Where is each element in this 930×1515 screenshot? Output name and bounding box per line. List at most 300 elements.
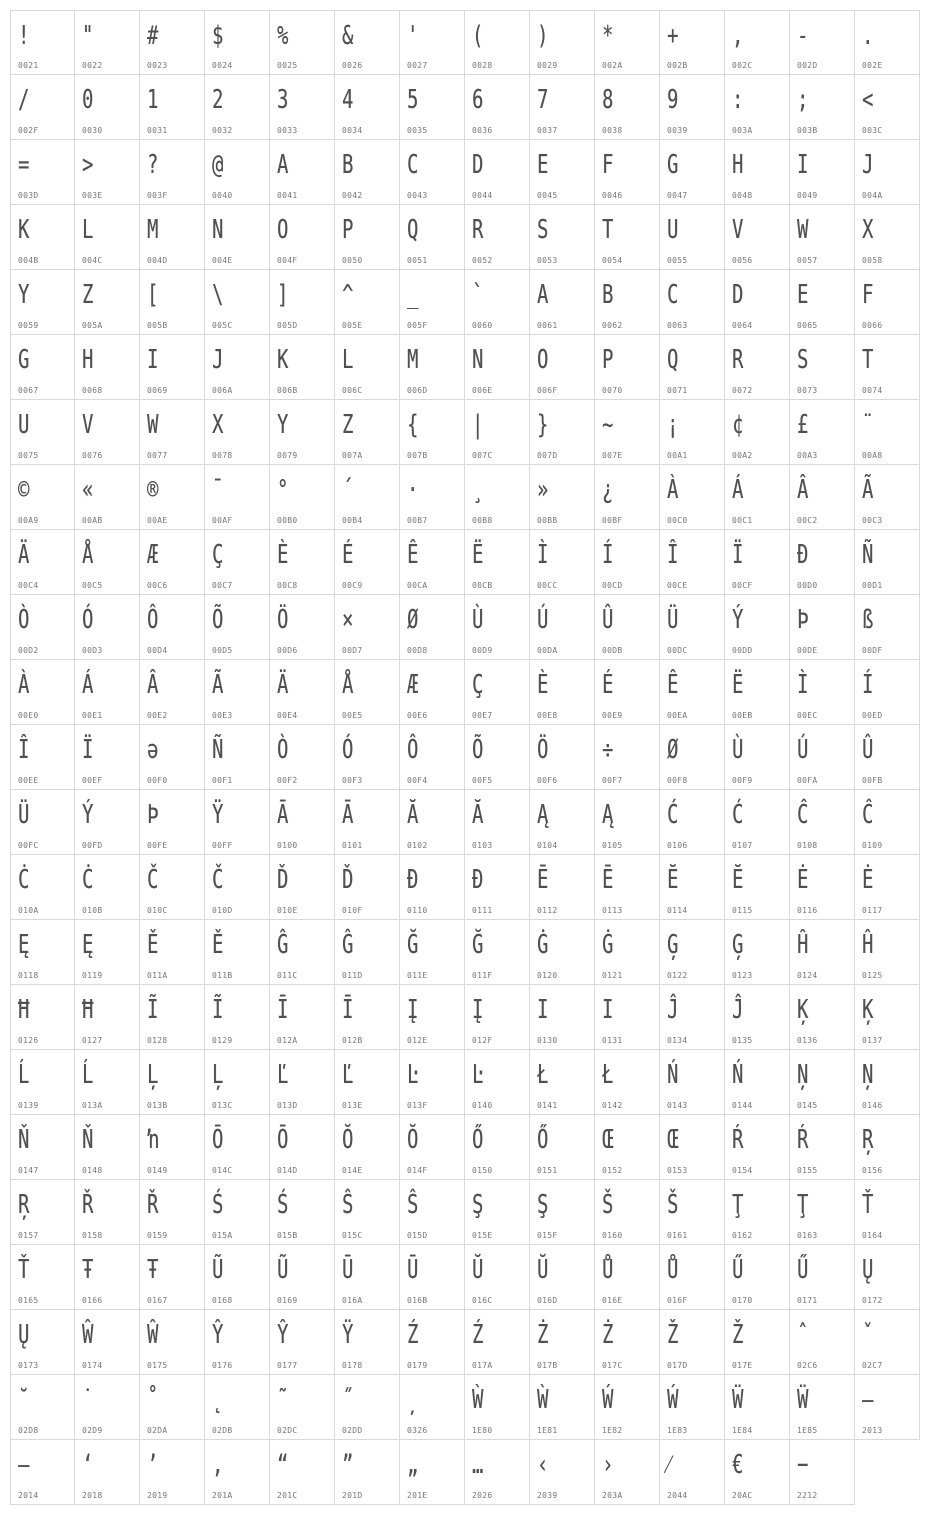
glyph-codepoint: 0060: [472, 321, 493, 330]
glyph-sample: &: [342, 21, 354, 51]
glyph-cell: [660, 985, 725, 1050]
glyph-sample: Ġ: [537, 930, 549, 960]
glyph-codepoint: 006D: [407, 386, 428, 395]
glyph-codepoint: 00F8: [667, 776, 688, 785]
glyph-sample: Č: [147, 865, 159, 895]
glyph-cell: [140, 10, 205, 75]
glyph-cell: [660, 1115, 725, 1180]
glyph-codepoint: 2212: [797, 1491, 818, 1500]
glyph-sample: Y: [277, 410, 289, 440]
glyph-codepoint: 0115: [732, 906, 753, 915]
glyph-cell: [270, 725, 335, 790]
glyph-cell: [400, 465, 465, 530]
glyph-codepoint: 00BF: [602, 516, 623, 525]
glyph-cell: [530, 270, 595, 335]
glyph-sample: Š: [602, 1190, 614, 1220]
glyph-codepoint: 0114: [667, 906, 688, 915]
glyph-codepoint: 002F: [18, 126, 39, 135]
glyph-codepoint: 007C: [472, 451, 493, 460]
glyph-codepoint: 2014: [18, 1491, 39, 1500]
glyph-codepoint: 0069: [147, 386, 168, 395]
glyph-codepoint: 005C: [212, 321, 233, 330]
glyph-cell: [10, 1245, 75, 1310]
glyph-sample: ~: [602, 410, 614, 440]
glyph-cell: [335, 10, 400, 75]
glyph-codepoint: 00DB: [602, 646, 623, 655]
glyph-cell: [400, 1115, 465, 1180]
glyph-cell: [400, 660, 465, 725]
glyph-codepoint: 2019: [147, 1491, 168, 1500]
glyph-codepoint: 0147: [18, 1166, 39, 1175]
glyph-codepoint: 00E5: [342, 711, 363, 720]
glyph-sample: Ś: [277, 1190, 289, 1220]
glyph-cell: [790, 595, 855, 660]
glyph-codepoint: 005D: [277, 321, 298, 330]
glyph-cell: [855, 205, 920, 270]
glyph-codepoint: 00EB: [732, 711, 753, 720]
glyph-codepoint: 2013: [862, 1426, 883, 1435]
glyph-sample: =: [18, 150, 30, 180]
glyph-sample: Ű: [732, 1255, 744, 1285]
glyph-sample: ˘: [18, 1385, 30, 1415]
glyph-sample: Ă: [472, 800, 484, 830]
glyph-sample: ": [82, 21, 94, 51]
glyph-codepoint: 00FD: [82, 841, 103, 850]
glyph-sample: Ĉ: [797, 800, 809, 830]
glyph-sample: Ď: [277, 865, 289, 895]
glyph-codepoint: 0025: [277, 61, 298, 70]
glyph-cell: [725, 660, 790, 725]
glyph-codepoint: 010F: [342, 906, 363, 915]
glyph-sample: „: [407, 1450, 419, 1480]
glyph-codepoint: 0023: [147, 61, 168, 70]
glyph-cell: [725, 595, 790, 660]
glyph-codepoint: 0040: [212, 191, 233, 200]
glyph-codepoint: 012B: [342, 1036, 363, 1045]
glyph-sample: Ä: [18, 540, 30, 570]
glyph-cell: [465, 1440, 530, 1505]
glyph-cell: [855, 855, 920, 920]
glyph-codepoint: 014C: [212, 1166, 233, 1175]
glyph-codepoint: 00DF: [862, 646, 883, 655]
glyph-sample: Ĥ: [862, 930, 874, 960]
glyph-sample: Ń: [732, 1060, 744, 1090]
glyph-cell: [75, 595, 140, 660]
glyph-sample: È: [277, 540, 289, 570]
glyph-cell: [10, 660, 75, 725]
glyph-cell: [660, 335, 725, 400]
glyph-cell: [595, 1180, 660, 1245]
glyph-codepoint: 0130: [537, 1036, 558, 1045]
glyph-sample: E: [797, 280, 809, 310]
glyph-codepoint: 00A2: [732, 451, 753, 460]
glyph-cell: [335, 1115, 400, 1180]
glyph-codepoint: 007E: [602, 451, 623, 460]
glyph-codepoint: 0105: [602, 841, 623, 850]
glyph-codepoint: 0170: [732, 1296, 753, 1305]
glyph-codepoint: 00C8: [277, 581, 298, 590]
glyph-codepoint: 0171: [797, 1296, 818, 1305]
glyph-sample: Ū: [342, 1255, 354, 1285]
glyph-sample: ŉ: [147, 1125, 159, 1155]
glyph-cell: [335, 1440, 400, 1505]
glyph-cell: [140, 75, 205, 140]
glyph-sample: Į: [407, 995, 419, 1025]
glyph-sample: Ŝ: [342, 1190, 354, 1220]
glyph-codepoint: 0064: [732, 321, 753, 330]
glyph-codepoint: 00F0: [147, 776, 168, 785]
glyph-sample: E: [537, 150, 549, 180]
glyph-sample: Ÿ: [212, 800, 224, 830]
glyph-codepoint: 0122: [667, 971, 688, 980]
glyph-sample: Ř: [147, 1190, 159, 1220]
glyph-cell: [465, 205, 530, 270]
glyph-codepoint: 0065: [797, 321, 818, 330]
glyph-codepoint: 0045: [537, 191, 558, 200]
glyph-sample: 5: [407, 85, 419, 115]
glyph-sample: ¸: [472, 475, 484, 505]
glyph-cell: [725, 10, 790, 75]
glyph-sample: /: [18, 85, 30, 115]
glyph-codepoint: 005E: [342, 321, 363, 330]
glyph-cell: [270, 465, 335, 530]
glyph-sample: Ĵ: [667, 995, 679, 1025]
glyph-cell: [140, 400, 205, 465]
glyph-codepoint: 013F: [407, 1101, 428, 1110]
glyph-sample: W: [797, 215, 809, 245]
glyph-cell: [400, 400, 465, 465]
glyph-sample: Ø: [667, 735, 679, 765]
glyph-cell: [75, 1115, 140, 1180]
glyph-cell: [530, 1310, 595, 1375]
glyph-cell: [10, 595, 75, 660]
glyph-cell: [725, 1245, 790, 1310]
glyph-codepoint: 0046: [602, 191, 623, 200]
glyph-cell: [400, 75, 465, 140]
glyph-cell: [790, 270, 855, 335]
glyph-cell: [400, 1245, 465, 1310]
glyph-sample: ,: [732, 21, 744, 51]
glyph-sample: Ħ: [18, 995, 30, 1025]
glyph-cell: [660, 1050, 725, 1115]
glyph-sample: Ŧ: [82, 1255, 94, 1285]
glyph-codepoint: 015B: [277, 1231, 298, 1240]
glyph-sample: >: [82, 150, 94, 180]
glyph-sample: ·: [407, 475, 419, 505]
glyph-cell: [595, 985, 660, 1050]
glyph-codepoint: 00CE: [667, 581, 688, 590]
glyph-sample: Ę: [18, 930, 30, 960]
glyph-sample: `: [472, 280, 484, 310]
glyph-sample: Ŧ: [147, 1255, 159, 1285]
glyph-cell: [855, 530, 920, 595]
glyph-sample: }: [537, 410, 549, 440]
glyph-sample: 3: [277, 85, 289, 115]
glyph-sample: −: [797, 1450, 809, 1480]
glyph-sample: Ŀ: [407, 1060, 419, 1090]
glyph-codepoint: 00E0: [18, 711, 39, 720]
glyph-cell: [530, 985, 595, 1050]
glyph-sample: 2: [212, 85, 224, 115]
glyph-codepoint: 0177: [277, 1361, 298, 1370]
glyph-sample: ?: [147, 150, 159, 180]
glyph-sample: P: [602, 345, 614, 375]
glyph-sample: Z: [342, 410, 354, 440]
glyph-cell: [465, 1375, 530, 1440]
glyph-cell: [270, 920, 335, 985]
glyph-codepoint: 00EC: [797, 711, 818, 720]
glyph-cell: [10, 400, 75, 465]
glyph-sample: I: [602, 995, 614, 1025]
glyph-cell: [10, 1180, 75, 1245]
glyph-codepoint: 0047: [667, 191, 688, 200]
glyph-cell: [205, 335, 270, 400]
glyph-sample: Ê: [407, 540, 419, 570]
glyph-cell: [270, 205, 335, 270]
glyph-cell: [270, 1115, 335, 1180]
glyph-sample: Ö: [277, 605, 289, 635]
glyph-cell: [595, 400, 660, 465]
glyph-cell: [400, 725, 465, 790]
glyph-cell: [270, 1375, 335, 1440]
glyph-codepoint: 0123: [732, 971, 753, 980]
glyph-codepoint: 0024: [212, 61, 233, 70]
glyph-sample: V: [82, 410, 94, 440]
glyph-codepoint: 010A: [18, 906, 39, 915]
glyph-cell: [855, 270, 920, 335]
glyph-sample: Þ: [147, 800, 159, 830]
glyph-cell: [595, 725, 660, 790]
glyph-cell: [790, 1180, 855, 1245]
glyph-codepoint: 00FC: [18, 841, 39, 850]
glyph-codepoint: 0158: [82, 1231, 103, 1240]
glyph-codepoint: 1E81: [537, 1426, 558, 1435]
glyph-codepoint: 02DA: [147, 1426, 168, 1435]
glyph-sample: “: [277, 1450, 289, 1480]
glyph-codepoint: 013A: [82, 1101, 103, 1110]
glyph-cell: [725, 465, 790, 530]
glyph-codepoint: 0129: [212, 1036, 233, 1045]
glyph-sample: Ė: [797, 865, 809, 895]
glyph-codepoint: 0108: [797, 841, 818, 850]
glyph-sample: ‘: [82, 1450, 94, 1480]
glyph-cell: [75, 205, 140, 270]
glyph-cell: [400, 595, 465, 660]
glyph-codepoint: 00EA: [667, 711, 688, 720]
glyph-sample: D: [732, 280, 744, 310]
glyph-codepoint: 012F: [472, 1036, 493, 1045]
glyph-codepoint: 010E: [277, 906, 298, 915]
glyph-cell: [140, 140, 205, 205]
glyph-cell: [790, 1245, 855, 1310]
glyph-cell: [335, 595, 400, 660]
glyph-codepoint: 011E: [407, 971, 428, 980]
glyph-cell: [140, 855, 205, 920]
glyph-codepoint: 003B: [797, 126, 818, 135]
glyph-cell: [660, 205, 725, 270]
glyph-codepoint: 004F: [277, 256, 298, 265]
glyph-sample: Ĝ: [277, 930, 289, 960]
glyph-codepoint: 0164: [862, 1231, 883, 1240]
glyph-sample: S: [537, 215, 549, 245]
glyph-cell: [530, 140, 595, 205]
glyph-codepoint: 005F: [407, 321, 428, 330]
glyph-sample: M: [407, 345, 419, 375]
glyph-sample: V: [732, 215, 744, 245]
glyph-cell: [530, 75, 595, 140]
glyph-codepoint: 00E8: [537, 711, 558, 720]
glyph-sample: :: [732, 85, 744, 115]
glyph-cell: [465, 1310, 530, 1375]
glyph-sample: Ĕ: [732, 865, 744, 895]
glyph-codepoint: 013B: [147, 1101, 168, 1110]
glyph-codepoint: 2026: [472, 1491, 493, 1500]
glyph-sample: X: [212, 410, 224, 440]
glyph-cell: [595, 75, 660, 140]
glyph-sample: Â: [147, 670, 159, 700]
glyph-codepoint: 0101: [342, 841, 363, 850]
glyph-sample: ˛: [212, 1385, 224, 1415]
glyph-sample: L: [82, 215, 94, 245]
glyph-cell: [660, 1310, 725, 1375]
glyph-sample: Î: [18, 735, 30, 765]
glyph-sample: Ċ: [82, 865, 94, 895]
glyph-sample: Đ: [472, 865, 484, 895]
glyph-sample: Ġ: [602, 930, 614, 960]
glyph-cell: [725, 1180, 790, 1245]
glyph-cell: [205, 400, 270, 465]
glyph-codepoint: 0078: [212, 451, 233, 460]
glyph-codepoint: 0077: [147, 451, 168, 460]
glyph-codepoint: 00F9: [732, 776, 753, 785]
glyph-sample: 7: [537, 85, 549, 115]
glyph-codepoint: 0150: [472, 1166, 493, 1175]
glyph-cell: [75, 725, 140, 790]
glyph-codepoint: 010B: [82, 906, 103, 915]
glyph-codepoint: 0139: [18, 1101, 39, 1110]
glyph-codepoint: 0118: [18, 971, 39, 980]
glyph-sample: Ę: [82, 930, 94, 960]
glyph-codepoint: 0141: [537, 1101, 558, 1110]
glyph-cell: [270, 1310, 335, 1375]
glyph-sample: Ċ: [18, 865, 30, 895]
glyph-codepoint: 0151: [537, 1166, 558, 1175]
glyph-cell: [335, 790, 400, 855]
glyph-codepoint: 0026: [342, 61, 363, 70]
glyph-sample: -: [797, 21, 809, 51]
glyph-cell: [270, 790, 335, 855]
glyph-sample: ˚: [147, 1385, 159, 1415]
glyph-cell: [205, 920, 270, 985]
glyph-codepoint: 0066: [862, 321, 883, 330]
glyph-sample: Ý: [82, 800, 94, 830]
glyph-codepoint: 0161: [667, 1231, 688, 1240]
glyph-codepoint: 02C7: [862, 1361, 883, 1370]
glyph-sample: ¨: [862, 410, 874, 440]
glyph-sample: —: [18, 1450, 30, 1480]
glyph-sample: ˆ: [797, 1320, 809, 1350]
glyph-sample: …: [472, 1450, 484, 1480]
glyph-sample: ˇ: [862, 1320, 874, 1350]
glyph-sample: O: [277, 215, 289, 245]
glyph-codepoint: 016D: [537, 1296, 558, 1305]
glyph-sample: Ź: [407, 1320, 419, 1350]
glyph-cell: [75, 855, 140, 920]
glyph-cell: [400, 530, 465, 595]
glyph-codepoint: 011B: [212, 971, 233, 980]
glyph-codepoint: 017C: [602, 1361, 623, 1370]
glyph-codepoint: 0142: [602, 1101, 623, 1110]
glyph-cell: [10, 205, 75, 270]
glyph-sample: Ź: [472, 1320, 484, 1350]
glyph-codepoint: 010D: [212, 906, 233, 915]
glyph-cell: [75, 1050, 140, 1115]
glyph-sample: ^: [342, 280, 354, 310]
glyph-cell: [205, 465, 270, 530]
glyph-cell: [595, 920, 660, 985]
glyph-codepoint: 00C3: [862, 516, 883, 525]
glyph-sample: Ė: [862, 865, 874, 895]
glyph-codepoint: 0172: [862, 1296, 883, 1305]
glyph-codepoint: 00C6: [147, 581, 168, 590]
glyph-codepoint: 0121: [602, 971, 623, 980]
glyph-sample: ¿: [602, 475, 614, 505]
glyph-codepoint: 0029: [537, 61, 558, 70]
glyph-cell: [335, 1245, 400, 1310]
glyph-sample: G: [18, 345, 30, 375]
glyph-cell: [725, 75, 790, 140]
glyph-sample: ®: [147, 475, 159, 505]
glyph-sample: H: [732, 150, 744, 180]
glyph-sample: É: [602, 670, 614, 700]
glyph-cell: [140, 985, 205, 1050]
glyph-cell: [75, 400, 140, 465]
glyph-cell: [660, 10, 725, 75]
glyph-cell: [10, 465, 75, 530]
glyph-sample: Ë: [472, 540, 484, 570]
glyph-sample: G: [667, 150, 679, 180]
glyph-codepoint: 0067: [18, 386, 39, 395]
glyph-cell: [855, 1245, 920, 1310]
glyph-sample: Ì: [797, 670, 809, 700]
glyph-sample: O: [537, 345, 549, 375]
glyph-codepoint: 0131: [602, 1036, 623, 1045]
glyph-codepoint: 00C4: [18, 581, 39, 590]
glyph-cell: [270, 855, 335, 920]
glyph-sample: Ũ: [212, 1255, 224, 1285]
glyph-cell: [595, 335, 660, 400]
glyph-cell: [270, 1440, 335, 1505]
glyph-codepoint: 00C1: [732, 516, 753, 525]
glyph-codepoint: 00DE: [797, 646, 818, 655]
glyph-sample: I: [797, 150, 809, 180]
glyph-cell: [335, 270, 400, 335]
glyph-codepoint: 016E: [602, 1296, 623, 1305]
glyph-sample: Â: [797, 475, 809, 505]
glyph-cell: [530, 205, 595, 270]
glyph-cell: [75, 530, 140, 595]
glyph-codepoint: 0054: [602, 256, 623, 265]
glyph-cell: [790, 1310, 855, 1375]
glyph-cell: [465, 1245, 530, 1310]
glyph-cell: [75, 140, 140, 205]
glyph-cell: [530, 465, 595, 530]
glyph-cell: [205, 530, 270, 595]
glyph-sample: Ŕ: [797, 1125, 809, 1155]
glyph-cell: [790, 140, 855, 205]
glyph-codepoint: 00E6: [407, 711, 428, 720]
glyph-sample: P: [342, 215, 354, 245]
